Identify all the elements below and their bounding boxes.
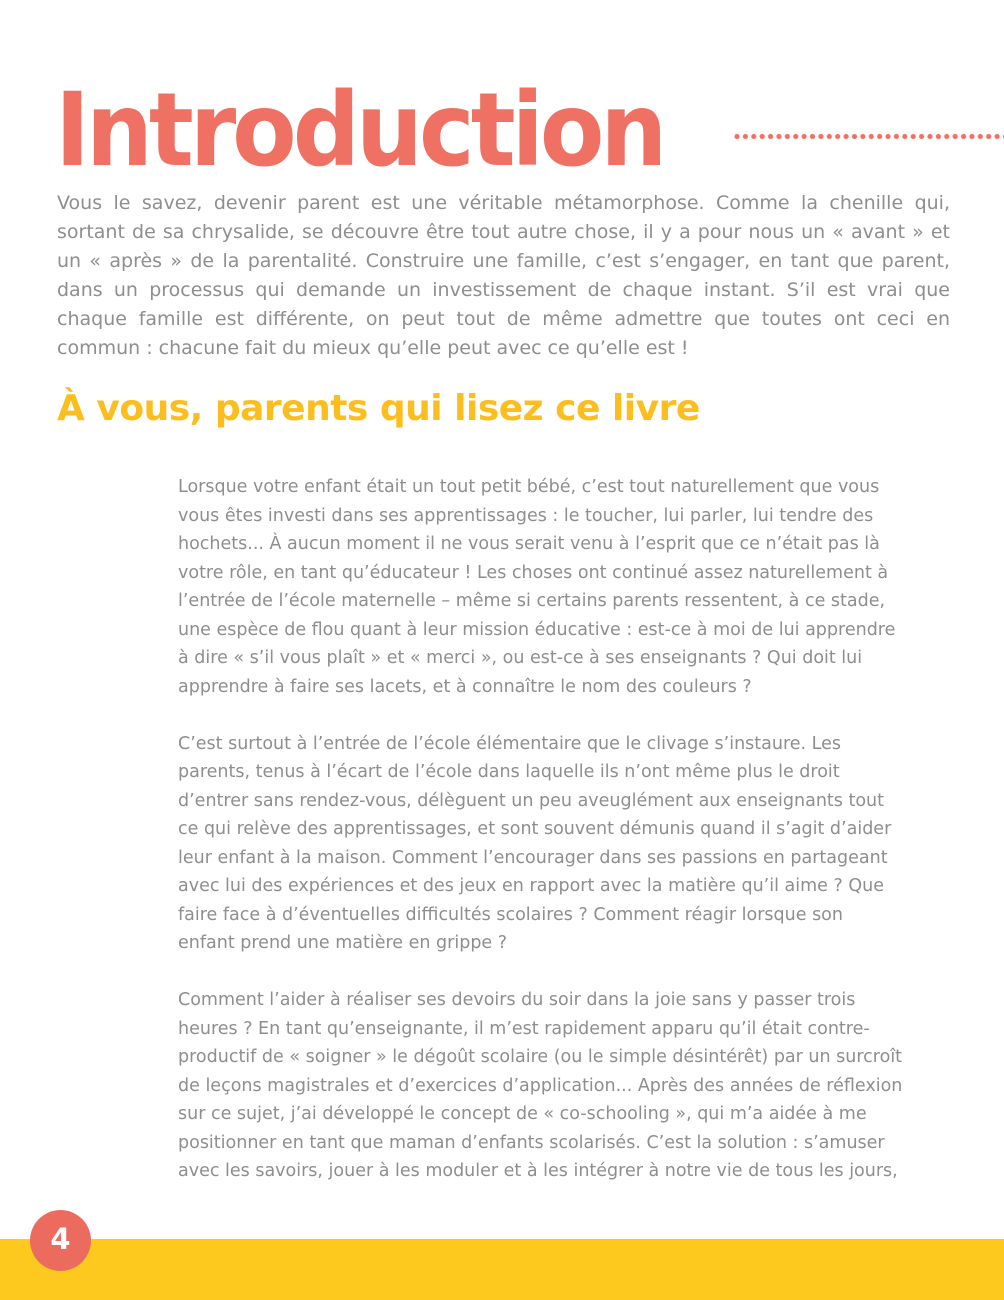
body-paragraph: Lorsque votre enfant était un tout petit bébé, c’est tout naturellement que vous vous êtes investi dans ses apprentissages : le toucher, lui parler, lui tendre des hochets... À aucun moment il ne vous serait venu à l’esprit que ce n’était pas là votre rôle, en tant qu’éducateur ! Les choses ont continué assez naturellement à l’entrée de l’école maternelle – même si certains parents ressentent, à ce stade, une espèce de flou quant à leur mission éducative : est-ce à moi de lui apprendre à dire « s’il vous plaît » et « merci », ou est-ce à ses enseignants ? Qui doit lui apprendre à faire ses lacets, et à connaître le nom des couleurs ?: [178, 477, 896, 697]
body-text-column: [178, 473, 904, 1186]
page-number-badge: [30, 1210, 91, 1271]
page-title: Introduction: [55, 72, 664, 190]
footer-accent-bar: [0, 1239, 1004, 1300]
intro-paragraph: Vous le savez, devenir parent est une véritable métamorphose. Comme la chenille qui, sortant de sa chrysalide, se découvre être tout autre chose, il y a pour nous un « avant » et un « après » de la parentalité. Construire une famille, c’est s’engager, en tant que parent, dans un processus qui demande un investissement de chaque instant. S’il est vrai que chaque famille est différente, on peut tout de même admettre que toutes ont ceci en commun : chacune fait du mieux qu’elle peut avec ce qu’elle est !: [57, 192, 950, 359]
page-number: 4: [50, 1222, 71, 1256]
decorative-dotted-rule: [734, 132, 1004, 141]
section-heading: À vous, parents qui lisez ce livre: [57, 388, 700, 429]
body-paragraph: C’est surtout à l’entrée de l’école élémentaire que le clivage s’instaure. Les parents, tenus à l’écart de l’école dans laquelle ils n’ont même plus le droit d’entrer sans rendez-vous, délèguent un peu aveuglément aux enseignants tout ce qui relève des apprentissages, et sont souvent démunis quand il s’agit d’aider leur enfant à la maison. Comment l’encourager dans ses passions en partageant avec lui des expériences et des jeux en rapport avec la matière qu’il aime ? Que faire face à d’éventuelles difficultés scolaires ? Comment réagir lorsque son enfant prend une matière en grippe ?: [178, 733, 892, 953]
body-paragraph: Comment l’aider à réaliser ses devoirs du soir dans la joie sans y passer trois heures ? En tant qu’enseignante, il m’est rapidement apparu qu’il était contre-productif de « soigner » le dégoût scolaire (ou le simple désintérêt) par un surcroît de leçons magistrales et d’exercices d’application... Après des années de réflexion sur ce sujet, j’ai développé le concept de « co-schooling », qui m’a aidée à me positionner en tant que maman d’enfants scolarisés. C’est la solution : s’amuser avec les savoirs, jouer à les moduler et à les intégrer à notre vie de tous les jours,: [178, 990, 903, 1181]
